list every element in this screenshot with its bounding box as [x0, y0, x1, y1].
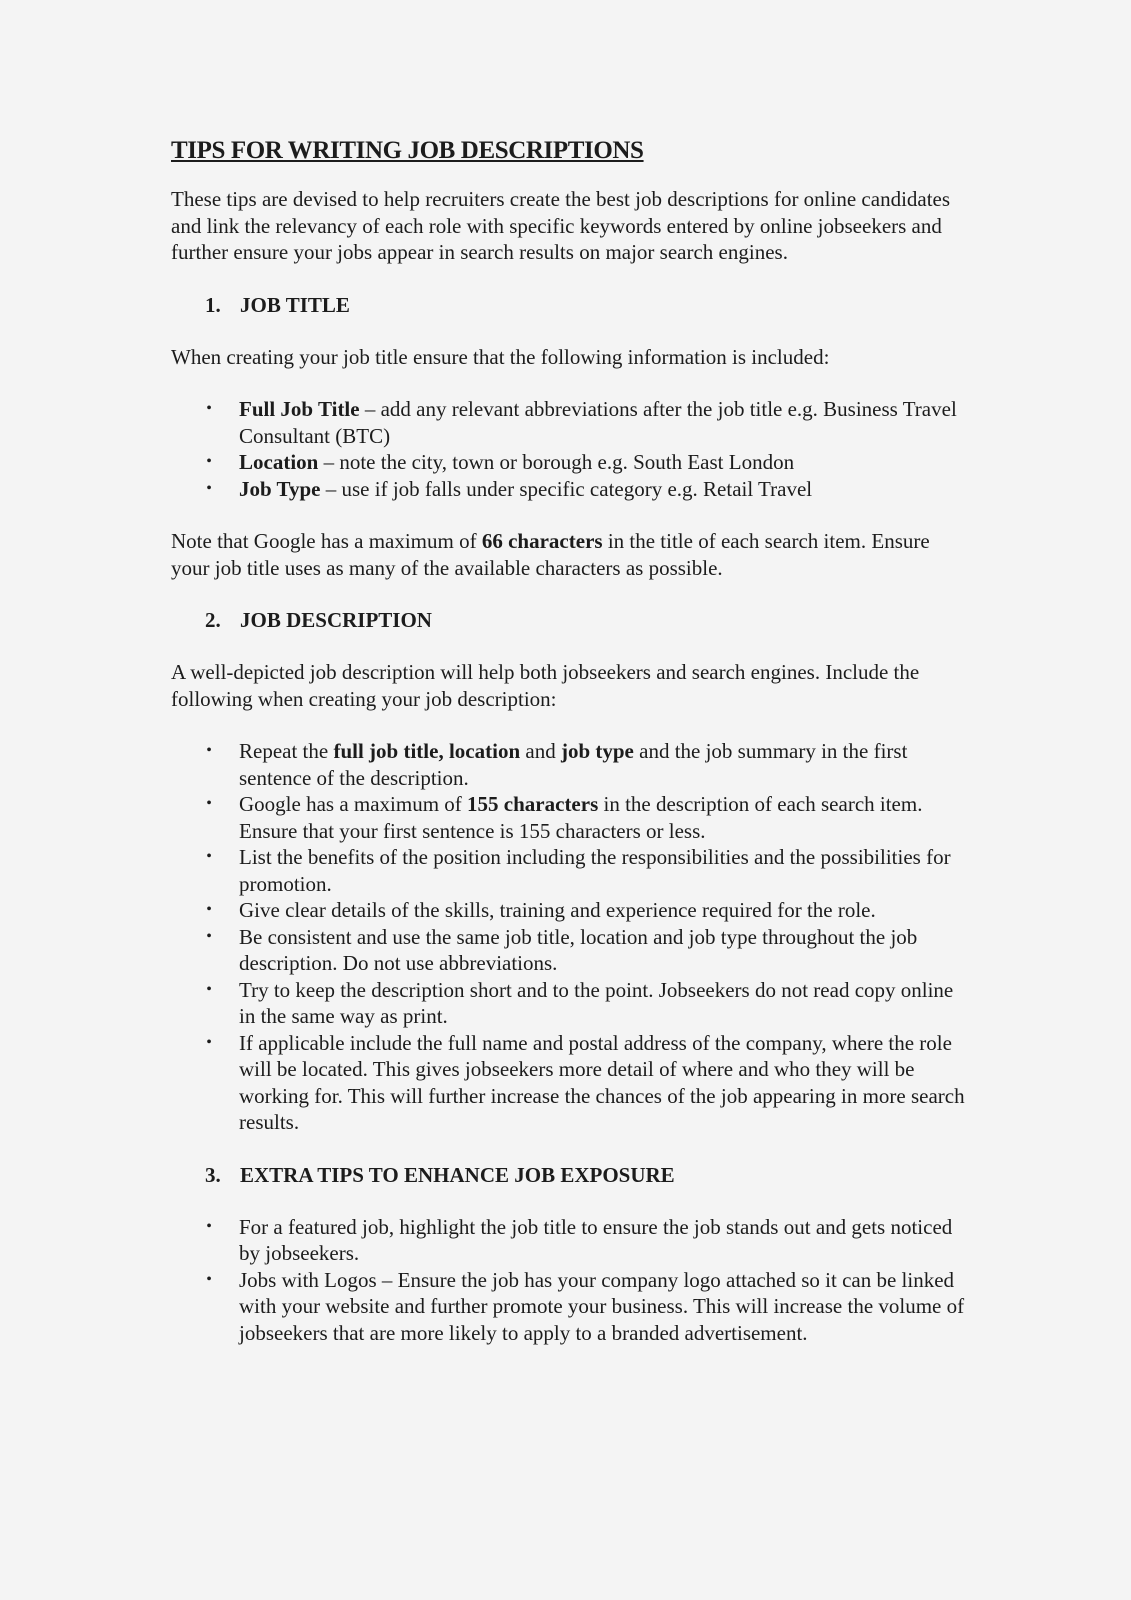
note-text: Note that Google has a maximum of: [171, 529, 482, 553]
list-item: [171, 1267, 971, 1347]
list-item: [171, 476, 971, 503]
bullet-text: Google has a maximum of: [239, 792, 468, 816]
bullet-text: – note the city, town or borough e.g. South East London: [318, 450, 795, 474]
bullet-icon: •: [206, 742, 212, 759]
note-text: in the title of each search item. Ensure your job title uses as many of the available characters as possible.: [171, 529, 930, 580]
bullet-text: – use if job falls under specific category e.g. Retail Travel: [320, 476, 813, 501]
bullet-text: – add any relevant abbreviations after the job title e.g. Business Travel Consultant (BTC): [239, 397, 957, 448]
google-title-note: [171, 528, 971, 581]
section-heading-job-title: [171, 292, 971, 318]
list-item: [171, 738, 971, 791]
intro-paragraph: These tips are devised to help recruiters create the best job descriptions for online candidates and link the relevancy of each role with specific keywords entered by online jobseekers and further ensure your jobs appear in search results on major search engines.: [171, 187, 951, 264]
bullet-bold-term: Location: [239, 450, 319, 474]
list-item: [171, 1030, 971, 1136]
bullet-text: and: [520, 739, 561, 763]
bullet-text: Give clear details of the skills, training and experience required for the role.: [239, 898, 876, 922]
bullet-text: List the benefits of the position including the responsibilities and the possibilities for promotion.: [239, 845, 951, 896]
section-number: 2.: [205, 608, 221, 632]
bullet-text: For a featured job, highlight the job title to ensure the job stands out and gets noticed by jobseekers.: [239, 1214, 953, 1265]
bullet-bold-term: Full Job Title: [239, 397, 360, 421]
bullet-icon: •: [206, 980, 212, 998]
note-bold: 66 characters: [481, 529, 603, 553]
document-content: [171, 136, 971, 1372]
bullet-icon: •: [206, 1217, 212, 1235]
bullet-list: [171, 738, 971, 1136]
list-item: [171, 449, 971, 476]
section-lead: A well-depicted job description will help both jobseekers and search engines. Include the following when creating your job description:: [171, 660, 920, 711]
section-title: EXTRA TIPS TO ENHANCE JOB EXPOSURE: [240, 1162, 675, 1187]
bullet-text: Try to keep the description short and to the point. Jobseekers do not read copy online in the same way as print.: [239, 977, 954, 1028]
bullet-icon: •: [206, 1270, 212, 1288]
section-heading-extra-tips: [171, 1162, 971, 1188]
bullet-text: and the job summary in the first sentence of the description.: [239, 739, 908, 790]
bullet-icon: •: [206, 901, 212, 918]
list-item: [171, 844, 971, 897]
list-item: [171, 924, 971, 977]
list-item: [171, 396, 971, 449]
bullet-bold-term: 155 characters: [467, 792, 599, 816]
bullet-icon: •: [206, 479, 212, 497]
bullet-text: If applicable include the full name and postal address of the company, where the role will be located. This gives jobseekers more detail of where and who they will be working for. This will further increase the chances of the job appearing in more search results.: [239, 1030, 965, 1134]
bullet-icon: •: [206, 795, 212, 812]
bullet-bold-term: Job Type: [239, 476, 321, 501]
bullet-list: [171, 396, 971, 502]
bullet-bold-term: job type: [560, 739, 634, 763]
bullet-icon: •: [206, 927, 212, 945]
section-title: JOB DESCRIPTION: [240, 608, 432, 632]
list-item: [171, 897, 971, 924]
bullet-list: [171, 1214, 971, 1347]
list-item: [171, 791, 971, 844]
bullet-icon: •: [206, 453, 212, 470]
section-number: 1.: [205, 292, 221, 317]
bullet-text: Repeat the: [239, 739, 334, 763]
list-item: [171, 977, 971, 1030]
section-title: JOB TITLE: [240, 292, 350, 317]
bullet-text: Be consistent and use the same job title, location and job type throughout the job description. Do not use abbreviations.: [239, 924, 918, 975]
bullet-icon: •: [206, 400, 212, 417]
bullet-icon: •: [206, 1033, 212, 1051]
section-lead: When creating your job title ensure that the following information is included:: [171, 344, 830, 369]
bullet-icon: •: [206, 848, 212, 865]
bullet-text: Jobs with Logos – Ensure the job has your company logo attached so it can be linked with your website and further promote your business. This will increase the volume of jobseekers that are more likely to apply to a branded advertisement.: [239, 1267, 965, 1345]
section-number: 3.: [205, 1162, 221, 1187]
section-heading-job-description: [171, 607, 971, 633]
document-title: TIPS FOR WRITING JOB DESCRIPTIONS: [171, 137, 644, 164]
bullet-bold-term: full job title, location: [333, 739, 521, 763]
list-item: [171, 1214, 971, 1267]
bullet-text: in the description of each search item. Ensure that your first sentence is 155 characters or less.: [239, 792, 923, 843]
